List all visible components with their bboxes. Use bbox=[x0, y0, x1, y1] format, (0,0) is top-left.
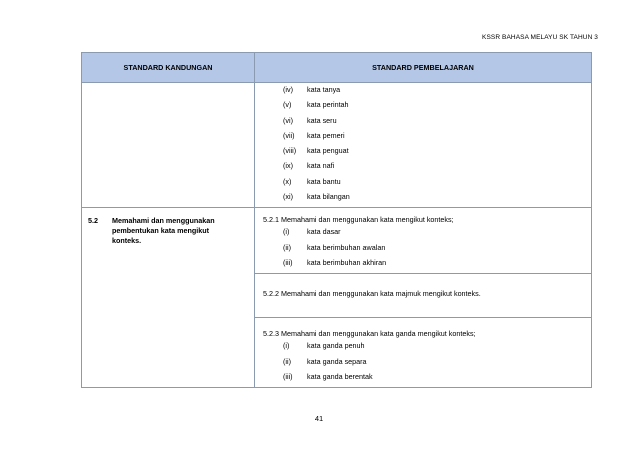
table-header-row bbox=[82, 53, 592, 83]
list-item: (vii) kata pemeri bbox=[283, 130, 345, 140]
list-item: (vi) kata seru bbox=[283, 115, 337, 125]
sp-5-2-1-cell bbox=[255, 208, 592, 274]
list-item: (x) kata bantu bbox=[283, 176, 341, 186]
standards-table bbox=[81, 52, 592, 388]
col-header-standard-kandungan: STANDARD KANDUNGAN bbox=[82, 53, 255, 83]
sp-5-2-3-cell bbox=[255, 318, 592, 388]
sk-number: 5.2 bbox=[88, 216, 98, 226]
list-item: (ii) kata ganda separa bbox=[283, 356, 367, 366]
list-item: (i) kata dasar bbox=[283, 227, 341, 237]
table-row bbox=[82, 83, 592, 208]
list-item: (ii) kata berimbuhan awalan bbox=[283, 242, 386, 252]
list-item: (ix) kata nafi bbox=[283, 161, 335, 171]
sp-heading: 5.2.3 Memahami dan menggunakan kata ganda mengikut konteks; bbox=[263, 329, 476, 339]
continued-list-cell bbox=[255, 83, 592, 208]
sp-heading: 5.2.1 Memahami dan menggunakan kata mengikut konteks; bbox=[263, 215, 454, 225]
sk-text: Memahami dan menggunakan pembentukan kata mengikut konteks. bbox=[112, 216, 215, 246]
list-item: (iii) kata berimbuhan akhiran bbox=[283, 257, 387, 267]
col-header-standard-pembelajaran: STANDARD PEMBELAJARAN bbox=[255, 53, 592, 83]
list-item: (iv) kata tanya bbox=[283, 85, 341, 94]
table-row bbox=[82, 208, 592, 274]
list-item: (xi) kata bilangan bbox=[283, 192, 350, 202]
sp-5-2-2-cell bbox=[255, 274, 592, 318]
standard-kandungan-cell bbox=[82, 208, 255, 388]
sp-heading: 5.2.2 Memahami dan menggunakan kata majmuk mengikut konteks. bbox=[263, 289, 481, 299]
page-number: 41 bbox=[314, 414, 324, 423]
empty-cell bbox=[82, 83, 255, 208]
running-header: KSSR BAHASA MELAYU SK TAHUN 3 bbox=[482, 34, 598, 41]
list-item: (v) kata perintah bbox=[283, 100, 349, 110]
list-item: (viii) kata penguat bbox=[283, 146, 349, 156]
list-item: (iii) kata ganda berentak bbox=[283, 371, 373, 381]
list-item: (i) kata ganda penuh bbox=[283, 341, 365, 351]
